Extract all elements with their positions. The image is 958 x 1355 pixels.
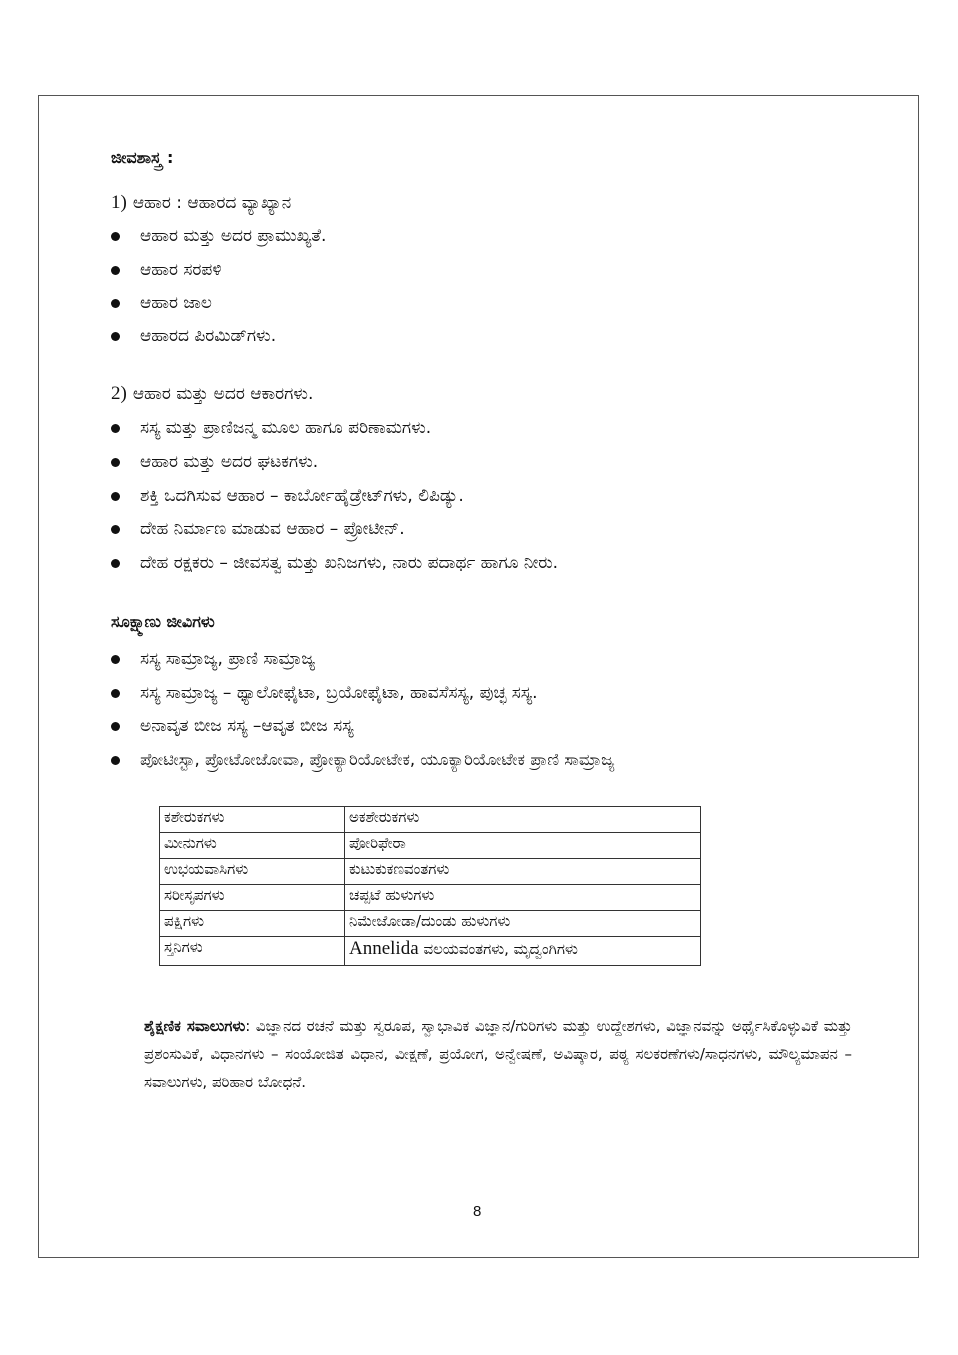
bullet-icon [111,332,120,341]
list-item-text: ಪೋಟೀಸ್ಟಾ, ಪ್ರೋಟೋಜೋವಾ, ಪ್ರೋಕ್ಯಾರಿಯೋಟೇಕ, ಯೂಕ್ಯಾರಿಯೋಟೇಕ ಪ್ರಾಣಿ ಸಾಮ್ರಾಜ್ಯ [140,750,615,769]
list-item-text: ದೇಹ ನಿರ್ಮಾಣ ಮಾಡುವ ಆಹಾರ – ಪ್ರೋಟೀನ್. [140,519,405,539]
table-row [160,885,701,911]
bullet-icon [111,655,120,664]
section-2-title-text: ಆಹಾರ ಮತ್ತು ಅದರ ಆಕಾರಗಳು. [132,384,314,404]
section-1-number: 1) [111,192,127,213]
table-row [160,859,701,885]
educational-challenges-paragraph [144,1012,852,1096]
section-1-title [111,193,291,212]
table-cell: ಮೀನುಗಳು [160,833,345,859]
list-item-text: ಆಹಾರ ಮತ್ತು ಅದರ ಪ್ರಾಮುಖ್ಯತೆ. [140,226,327,246]
table-cell-text: ವಲಯವಂತಗಳು, ಮೃದ್ವಂಗಿಗಳು [423,940,578,958]
table-cell: ಕಶೇರುಕಗಳು [160,807,345,833]
page-number: 8 [473,1203,482,1220]
table-cell: ಪೋರಿಫೇರಾ [345,833,701,859]
table-row [160,911,701,937]
latin-term: Annelida [349,938,419,959]
table-cell: ನಿಮೇಜೋಡಾ/ದುಂಡು ಹುಳುಗಳು [345,911,701,937]
vertebrates-invertebrates-table [159,806,701,966]
list-item-text: ಅನಾವೃತ ಬೀಜ ಸಸ್ಯ –ಆವೃತ ಬೀಜ ಸಸ್ಯ [140,716,354,736]
challenges-label: ಶೈಕ್ಷಣಿಕ ಸವಾಲುಗಳು [144,1017,246,1035]
section-2-number: 2) [111,383,127,404]
table-cell: ಕುಟುಕುಕಣವಂತಗಳು [345,859,701,885]
bullet-icon [111,424,120,433]
table-row [160,937,701,966]
list-item-text: ಆಹಾರ ಮತ್ತು ಅದರ ಘಟಕಗಳು. [140,452,319,472]
bullet-icon [111,232,120,241]
list-item-text: ಸಸ್ಯ ಮತ್ತು ಪ್ರಾಣಿಜನ್ಮ ಮೂಲ ಹಾಗೂ ಪರಿಣಾಮಗಳು. [140,418,432,438]
bullet-icon [111,266,120,275]
list-item-text: ಶಕ್ತಿ ಒದಗಿಸುವ ಆಹಾರ – ಕಾರ್ಬೋಹೈಡ್ರೇಟ್‌ಗಳು, ಲಿಪಿಡ್ಯು. [140,486,464,506]
bullet-icon [111,458,120,467]
table-cell: ಸ್ತನಿಗಳು [160,937,345,966]
bullet-icon [111,492,120,501]
bullet-icon [111,756,120,765]
bullet-icon [111,525,120,534]
bullet-icon [111,722,120,731]
list-item-text: ದೇಹ ರಕ್ಷಕರು – ಜೀವಸತ್ವ ಮತ್ತು ಖನಿಜಗಳು, ನಾರು ಪದಾರ್ಥ ಹಾಗೂ ನೀರು. [140,553,559,573]
list-item-text: ಆಹಾರ ಜಾಲ [140,293,212,313]
microorganisms-heading: ಸೂಕ್ಷ್ಮಾಣು ಜೀವಿಗಳು [111,612,215,631]
biology-heading: ಜೀವಶಾಸ್ತ್ರ : [111,148,174,167]
bullet-icon [111,689,120,698]
section-1-title-text: ಆಹಾರ : ಆಹಾರದ ವ್ಯಾಖ್ಯಾನ [132,193,292,213]
list-item-text: ಸಸ್ಯ ಸಾಮ್ರಾಜ್ಯ – ಥ್ಯಾಲೋಫೈಟಾ, ಬ್ರಯೋಫೈಟಾ, ಹಾವಸೆಸಸ್ಯ, ಪುಚ್ಛ ಸಸ್ಯ. [140,683,538,703]
list-item-text: ಸಸ್ಯ ಸಾಮ್ರಾಜ್ಯ, ಪ್ರಾಣಿ ಸಾಮ್ರಾಜ್ಯ [140,649,316,669]
table-cell: ಅಕಶೇರುಕಗಳು [345,807,701,833]
table-row [160,807,701,833]
challenges-text: : ವಿಜ್ಞಾನದ ರಚನೆ ಮತ್ತು ಸ್ವರೂಪ, ಸ್ವಾಭಾವಿಕ ವಿಜ್ಞಾನ/ಗುರಿಗಳು ಮತ್ತು ಉದ್ದೇಶಗಳು, ವಿಜ್ಞಾನವನ್ನು ಅರ್ಥೈಸಿಕೊಳ್ಳುವಿಕೆ ಮತ್ತು ಪ್ರಶಂಸುವಿಕೆ, ವಿಧಾನಗಳು – ಸಂಯೋಜಿತ ವಿಧಾನ, ವೀಕ್ಷಣೆ, ಪ್ರಯೋಗ, ಅನ್ವೇಷಣೆ, ಅವಿಷ್ಕಾರ, ಪಠ್ಯ ಸಲಕರಣೆಗಳು/ಸಾಧನಗಳು, ಮೌಲ್ಯಮಾಪನ – ಸವಾಲುಗಳು, ಪರಿಹಾರ ಬೋಧನೆ. [144,1017,852,1091]
table-cell: ಚಪ್ಪಟೆ ಹುಳುಗಳು [345,885,701,911]
table-cell: ಸರೀಸೃಪಗಳು [160,885,345,911]
section-2-title [111,384,313,403]
bullet-icon [111,299,120,308]
table-cell [345,937,701,966]
table-row [160,833,701,859]
list-item-text: ಆಹಾರದ ಪಿರಮಿಡ್‌ಗಳು. [140,326,277,346]
bullet-icon [111,559,120,568]
table-cell: ಪಕ್ಷಿಗಳು [160,911,345,937]
table-cell: ಉಭಯವಾಸಿಗಳು [160,859,345,885]
list-item-text: ಆಹಾರ ಸರಪಳಿ [140,260,222,280]
